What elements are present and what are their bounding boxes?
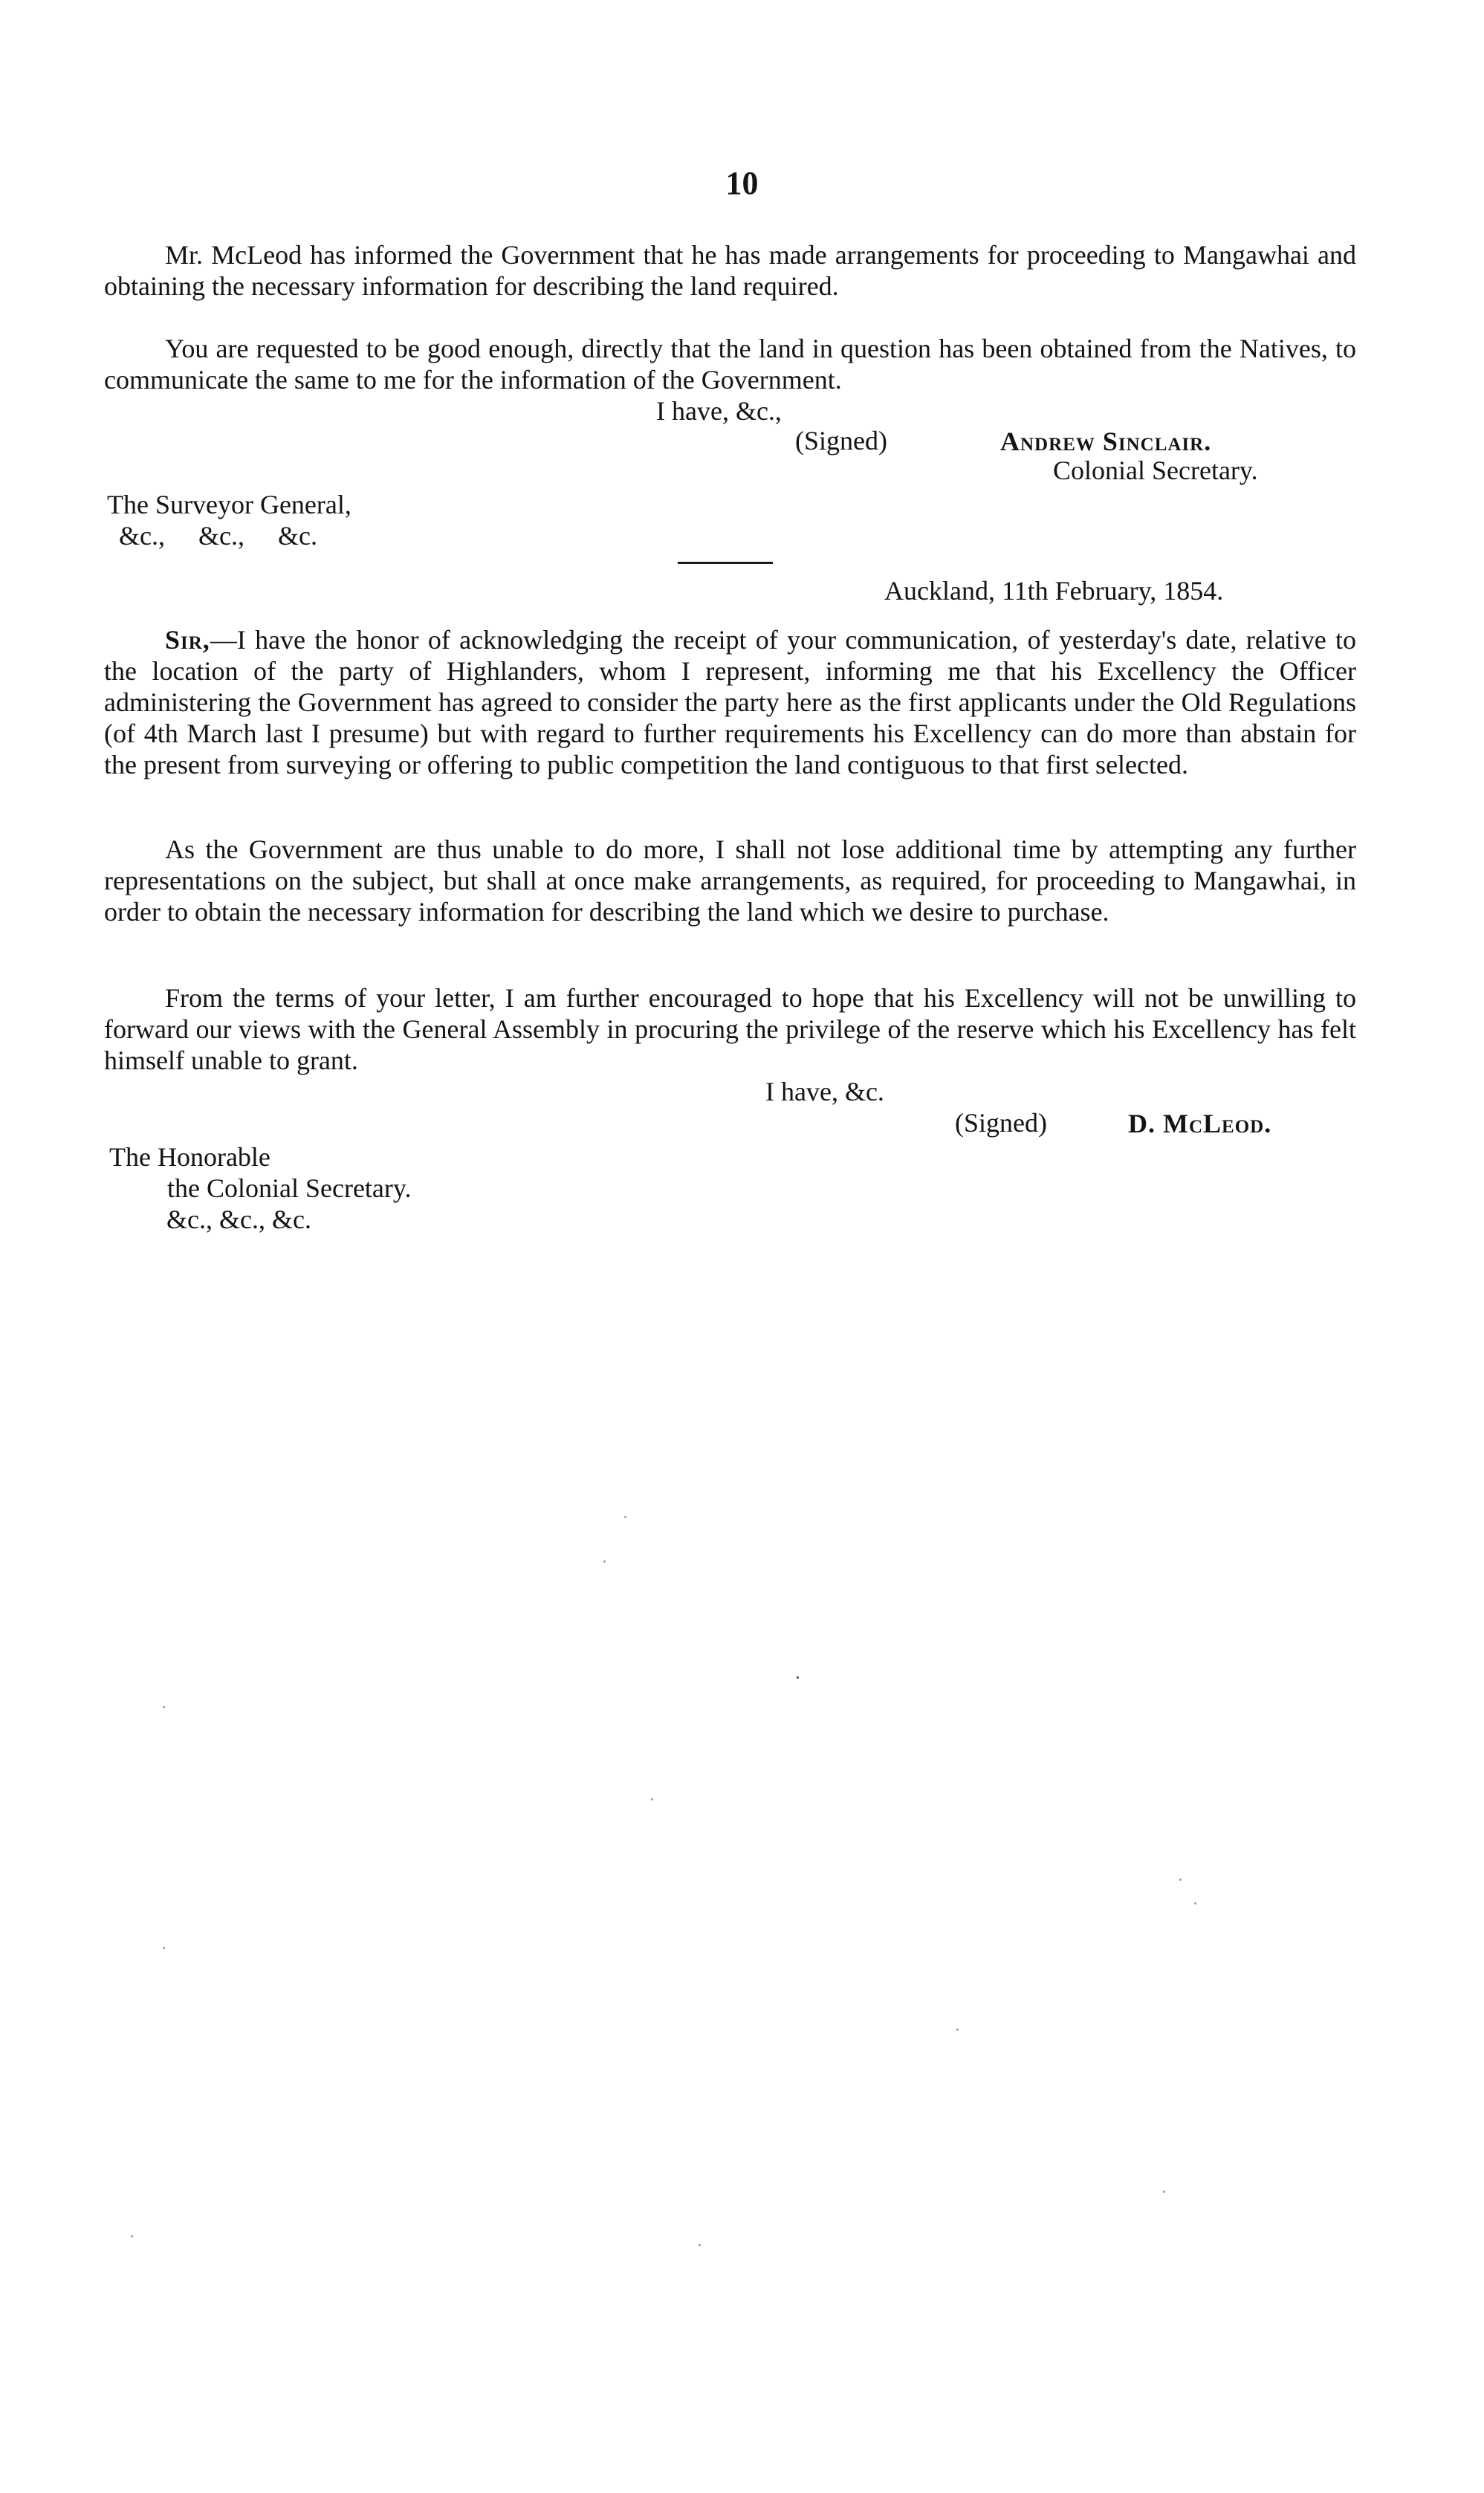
letter1-paragraph-1: Mr. McLeod has informed the Government that he has made arrangements for proceeding to Mangawhai and obtaining the necessary information for describing the land required. — [104, 240, 1356, 301]
letter2-paragraph-1 — [104, 624, 1356, 780]
letter2-paragraph-2: As the Government are thus unable to do more, I shall not lose additional time by attempting any further representations on the subject, but shall at once make arrangements, as required, for proceeding to Mangawhai, in order to obtain the necessary information for describing the land which we desire to purchase. — [104, 834, 1356, 927]
scan-speck — [699, 2244, 701, 2246]
letter2-closing: I have, &c. — [765, 1077, 884, 1106]
letter1-signed-label: (Signed) — [795, 426, 887, 456]
letter1-addressee-line-1: The Surveyor General, — [107, 490, 351, 519]
scan-speck — [163, 1947, 165, 1949]
scan-speck — [624, 1516, 626, 1518]
letter2-addressee-line-3: &c., &c., &c. — [166, 1205, 311, 1234]
scan-speck — [163, 1706, 165, 1708]
letter2-paragraph-3: From the terms of your letter, I am further encouraged to hope that his Excellency will not be unwilling to forward our views with the General Assembly in procuring the privilege of the reserve which his Excellency has felt himself unable to grant. — [104, 983, 1356, 1075]
letter2-signatory-name: D. McLeod. — [1128, 1109, 1272, 1138]
letter2-addressee-line-1: The Honorable — [109, 1142, 270, 1172]
scan-speck — [1194, 1902, 1196, 1904]
scan-speck — [1179, 1878, 1182, 1881]
section-divider — [678, 562, 773, 564]
letter2-salutation: Sir, — [165, 625, 210, 655]
scan-speck — [131, 2235, 133, 2237]
letter1-signatory-title: Colonial Secretary. — [1053, 456, 1258, 485]
scan-speck — [956, 2029, 959, 2031]
letter1-signatory-name: Andrew Sinclair. — [1000, 427, 1212, 456]
scan-speck — [1163, 2191, 1165, 2193]
letter2-paragraph-1-text: —I have the honor of acknowledging the receipt of your communication, of yesterday's date, relative to the location of the party of Highlanders, whom I represent, informing me that his Excellency the Officer administering the Government has agreed to consider the party here as the first applicants under the Old Regulations (of 4th March last I presume) but with regard to further requirements his Excellency can do more than abstain for the present from surveying or offering to public competition the land contiguous to that first selected. — [104, 625, 1356, 779]
scan-speck — [603, 1560, 606, 1563]
letter1-closing: I have, &c., — [656, 396, 782, 426]
letter2-addressee-line-2: the Colonial Secretary. — [167, 1173, 412, 1203]
letter1-addressee-line-2: &c., &c., &c. — [119, 521, 317, 551]
letter1-paragraph-2: You are requested to be good enough, directly that the land in question has been obtained from the Natives, to communicate the same to me for the information of the Government. — [104, 334, 1356, 395]
letter2-dateline: Auckland, 11th February, 1854. — [884, 576, 1224, 606]
scan-speck — [797, 1676, 799, 1679]
letter2-signed-label: (Signed) — [955, 1108, 1047, 1138]
scan-speck — [651, 1798, 653, 1800]
page-number: 10 — [725, 165, 759, 201]
